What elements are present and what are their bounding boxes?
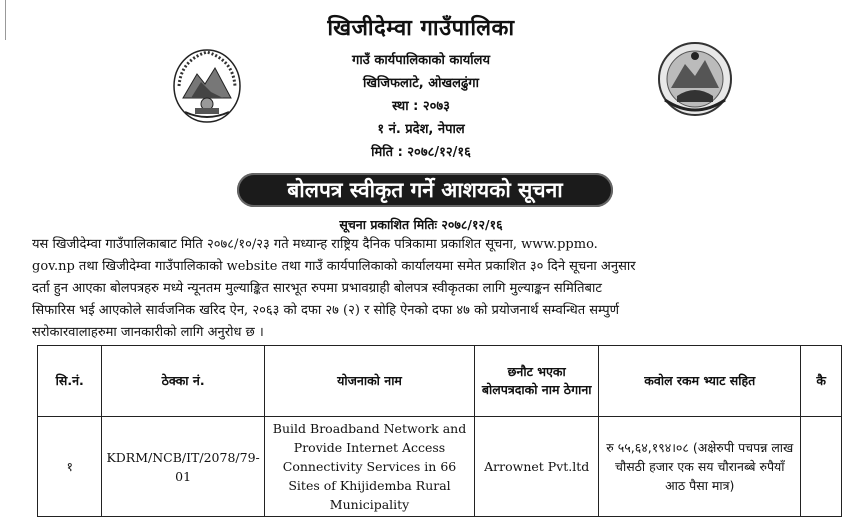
cell-bidder: Arrownet Pvt.ltd: [475, 417, 599, 517]
header-bidder: छनौट भएका बोलपत्रदाको नाम ठेगाना: [475, 346, 599, 417]
notice-body-line: सरोकारवालाहरुमा जानकारीको लागि अनुरोध छ ।: [32, 325, 264, 340]
notice-body-line: gov.np तथा खिजीदेम्वा गाउँपालिकाको website तथा गाउँ कार्यपालिकाको कार्यालयमा समेत प्रकाशित ३० दिने सूचना अनुसार: [32, 259, 636, 274]
header-contract-no: ठेक्का नं.: [102, 346, 264, 417]
page-title: खिजीदेम्वा गाउँपालिका: [327, 16, 515, 41]
table-header-row: [38, 346, 842, 417]
cell-contract-no: KDRM/NCB/IT/2078/79-01: [102, 417, 264, 517]
header-serial: सि.नं.: [38, 346, 102, 417]
cell-project-name: Build Broadband Network and Provide Internet Access Connectivity Services in 66 Sites of Khijidemba Rural Municipality: [264, 417, 475, 517]
province-line: १ नं. प्रदेश, नेपाल: [377, 122, 465, 137]
cell-amount: रु ५५,६४,१९४।०८ (अक्षेरुपी पचपन्न लाख चौसठी हजार एक सय चौरानब्बे रुपैयाँ आठ पैसा मात्र): [599, 417, 801, 517]
notice-banner-text: बोलपत्र स्वीकृत गर्ने आशयको सूचना: [287, 178, 563, 202]
header-project-name: योजनाको नाम: [264, 346, 475, 417]
office-name: गाउँ कार्यपालिकाको कार्यालय: [352, 53, 490, 68]
notice-body-line: दर्ता हुन आएका बोलपत्रहरु मध्ये न्यूनतम मुल्याङ्कित सारभूत रुपमा प्रभावग्राही बोलपत्र स्वीकृतका लागि मुल्याङ्कन समितिबाट: [32, 281, 602, 296]
header-amount: कवोल रकम भ्याट सहित: [599, 346, 801, 417]
header-remarks: कै: [801, 346, 842, 417]
published-date: सूचना प्रकाशित मितिः २०७८/१२/१६: [339, 217, 503, 232]
notice-body: [32, 234, 822, 344]
notice-date: मिति : २०७८/१२/१६: [371, 145, 471, 160]
cell-serial: १: [38, 417, 102, 517]
office-address: खिजिफलाटे, ओखलढुंगा: [363, 76, 479, 91]
notice-banner: [237, 173, 613, 207]
bid-table: [37, 345, 842, 517]
table-row: [38, 417, 842, 517]
established-year: स्था : २०७३: [392, 99, 450, 114]
cell-remarks: [801, 417, 842, 517]
notice-body-line: यस खिजीदेम्वा गाउँपालिकाबाट मिति २०७८/१०/२३ गते मध्यान्ह राष्ट्रिय दैनिक पत्रिकामा प्रकाशित सूचना, www.ppmo.: [32, 237, 598, 252]
notice-body-line: सिफारिस भई आएकोले सार्वजनिक खरिद ऐन, २०६३ को दफा २७ (२) र सोहि ऐनको दफा ४७ को प्रयोजनार्थ सम्वन्धित सम्पुर्ण: [32, 303, 619, 318]
